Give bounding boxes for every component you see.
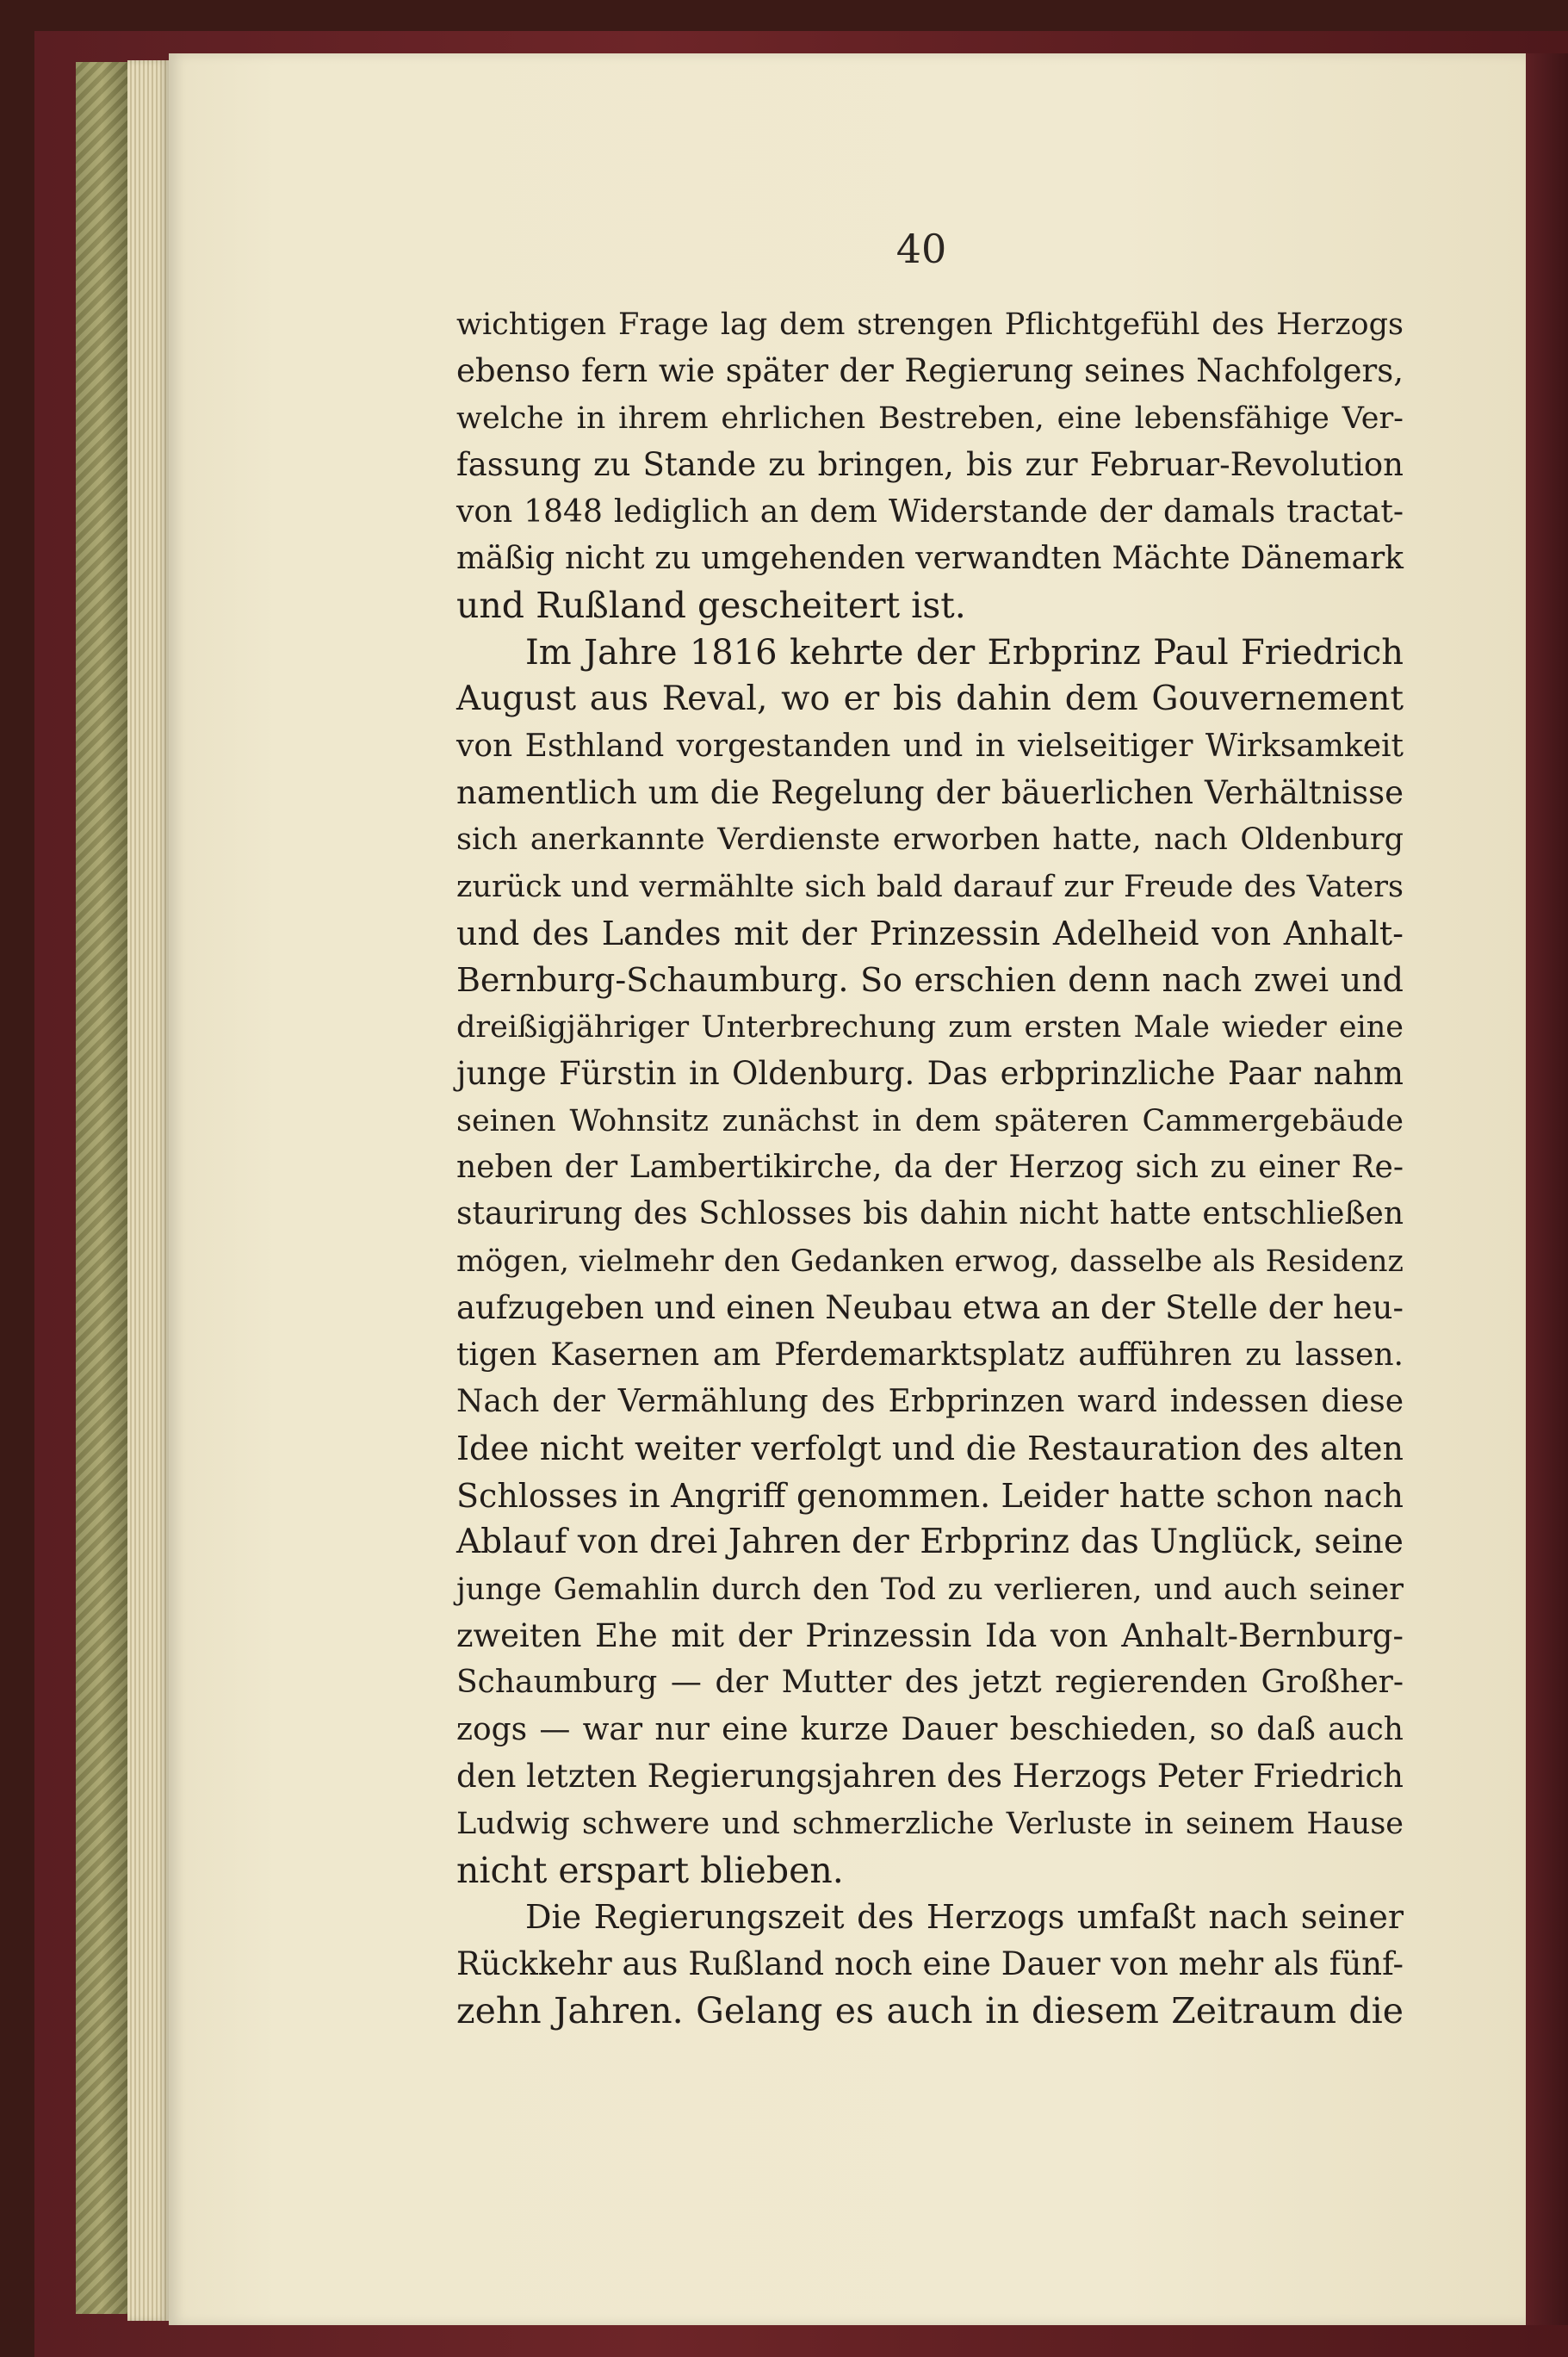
text-line: und Rußland gescheitert ist. (456, 585, 966, 627)
text-line: seinen Wohnsitz zunächst in dem späteren Cammergebäude (456, 1103, 1404, 1138)
paragraph-3 (456, 1894, 1404, 2034)
text-line: zurück und vermählte sich bald darauf zur Freude des Vaters (456, 869, 1404, 904)
text-line: Nach der Vermählung des Erbprinzen ward indessen diese (456, 1383, 1404, 1419)
text-line: Schaumburg — der Mutter des jetzt regierenden Großher- (456, 1665, 1404, 1701)
text-line: August aus Reval, wo er bis dahin dem Gouvernement (456, 679, 1404, 719)
text-line: junge Gemahlin durch den Tod zu verlieren, und auch seiner (456, 1572, 1404, 1607)
text-line: Bernburg-Schaumburg. So erschien denn nach zwei und (456, 961, 1404, 1000)
text-line: dreißigjähriger Unterbrechung zum ersten Male wieder eine (456, 1009, 1404, 1045)
text-line: welche in ihrem ehrlichen Bestreben, eine lebensfähige Ver- (456, 400, 1404, 436)
text-line: zogs — war nur eine kurze Dauer beschieden, so daß auch (456, 1711, 1404, 1747)
text-line: tigen Kasernen am Pferdemarktsplatz aufführen zu lassen. (456, 1337, 1404, 1373)
text-line: fassung zu Stande zu bringen, bis zur Februar-Revolution (456, 446, 1404, 484)
text-line: aufzugeben und einen Neubau etwa an der Stelle der heu- (456, 1289, 1404, 1327)
text-line: wichtigen Frage lag dem strengen Pflichtgefühl des Herzogs (456, 307, 1404, 342)
text-line: den letzten Regierungsjahren des Herzogs Peter Friedrich (456, 1758, 1404, 1796)
text-line: mäßig nicht zu umgehenden verwandten Mächte Dänemark (456, 540, 1404, 576)
text-line: Idee nicht weiter verfolgt und die Restauration des alten (456, 1430, 1404, 1468)
text-line: Die Regierungszeit des Herzogs umfaßt nach seiner (525, 1898, 1404, 1937)
text-line: von Esthland vorgestanden und in vielseitiger Wirksamkeit (456, 728, 1404, 764)
text-line: namentlich um die Regelung der bäuerlichen Verhältnisse (456, 773, 1404, 811)
text-line: zweiten Ehe mit der Prinzessin Ida von Anhalt-Bernburg- (456, 1616, 1404, 1654)
text-line: neben der Lambertikirche, da der Herzog sich zu einer Re- (456, 1150, 1404, 1186)
cover-edge-right (1526, 53, 1568, 2325)
text-line: Ludwig schwere und schmerzliche Verluste in seinem Hause (456, 1806, 1404, 1841)
text-line: sich anerkannte Verdienste erworben hatte, nach Oldenburg (456, 822, 1404, 858)
text-line: ebenso fern wie später der Regierung seines Nachfolgers, (456, 352, 1404, 390)
text-line: mögen, vielmehr den Gedanken erwog, dasselbe als Residenz (456, 1244, 1404, 1279)
text-line: nicht erspart blieben. (456, 1849, 844, 1891)
text-line: junge Fürstin in Oldenburg. Das erbprinzliche Paar nahm (456, 1055, 1404, 1093)
text-line: zehn Jahren. Gelang es auch in diesem Zeitraum die (456, 1990, 1404, 2032)
page-edges (127, 60, 169, 2321)
text-line: Rückkehr aus Rußland noch eine Dauer von mehr als fünf- (456, 1945, 1404, 1982)
text-line: von 1848 lediglich an dem Widerstande der damals tractat- (456, 493, 1404, 530)
paragraph-1 (456, 301, 1404, 630)
text-line: Im Jahre 1816 kehrte der Erbprinz Paul Friedrich (525, 632, 1404, 673)
paragraph-2 (456, 630, 1404, 1895)
text-line: Ablauf von drei Jahren der Erbprinz das Unglück, seine (456, 1523, 1404, 1562)
page-number: 40 (896, 226, 947, 272)
text-line: staurirung des Schlosses bis dahin nicht hatte entschließen (456, 1196, 1404, 1232)
text-line: Schlosses in Angriff genommen. Leider hatte schon nach (456, 1476, 1404, 1515)
body-text (456, 301, 1404, 2034)
text-line: und des Landes mit der Prinzessin Adelheid von Anhalt- (456, 915, 1404, 953)
marbled-endpaper (76, 62, 127, 2314)
